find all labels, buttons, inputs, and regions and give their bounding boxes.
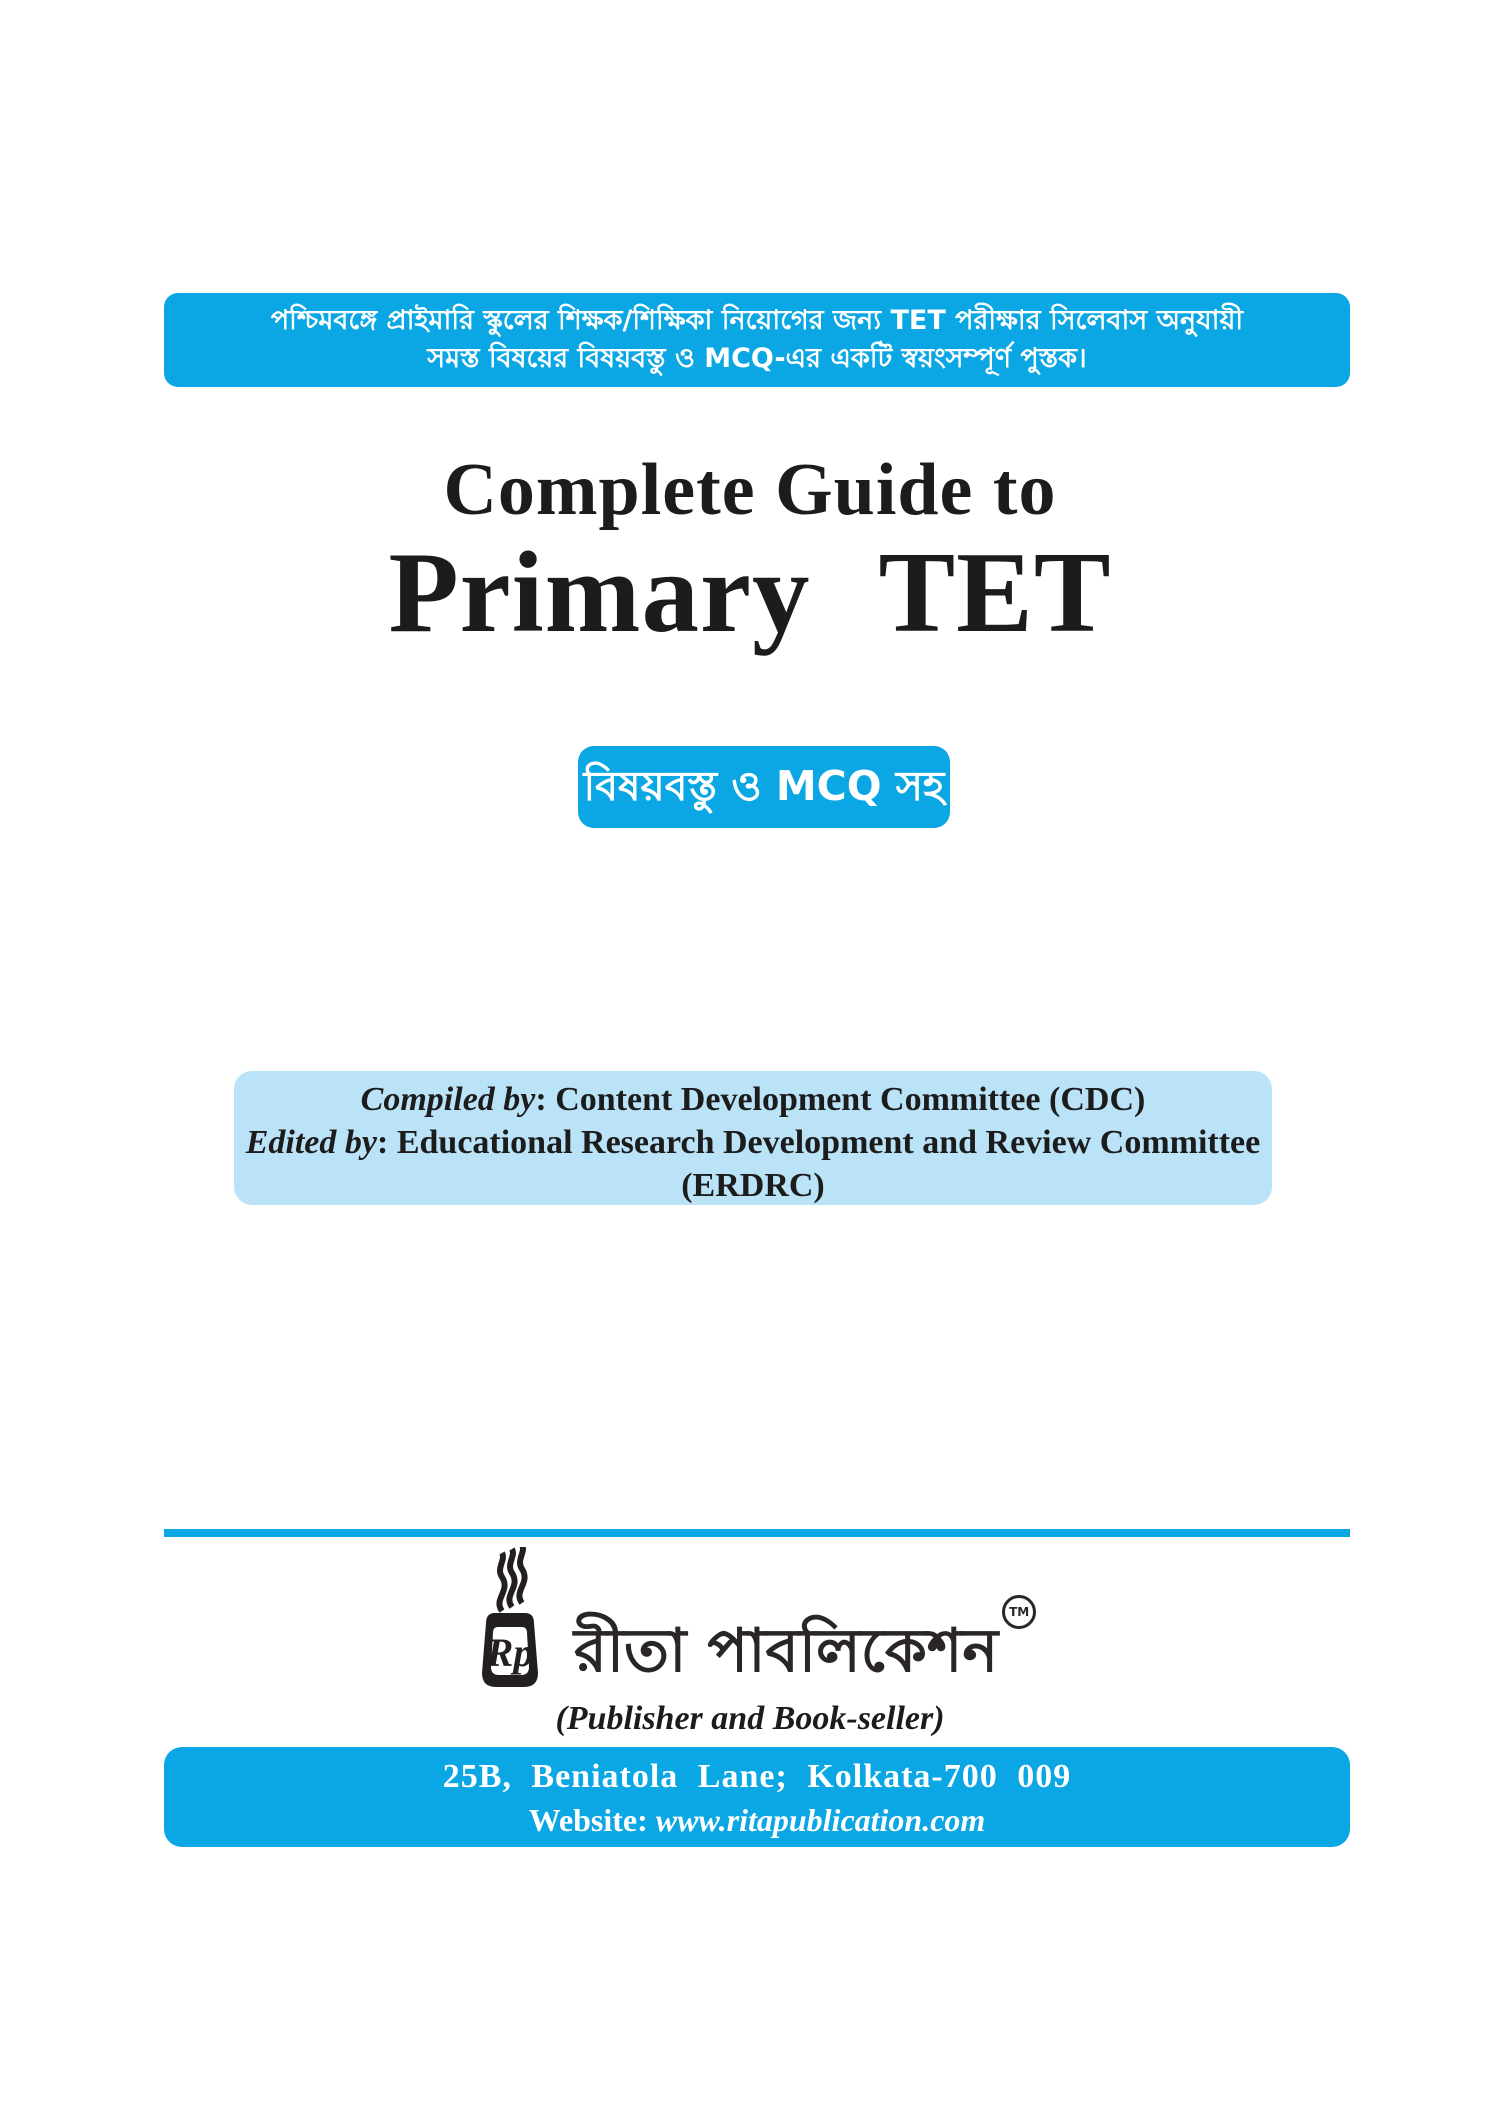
compiled-by-value: : Content Development Committee (CDC) [535, 1081, 1146, 1118]
website-url: www.ritapublication.com [655, 1802, 986, 1838]
website-line [164, 1799, 1350, 1841]
book-title-line1: Complete Guide to [443, 449, 1057, 531]
logo-monogram-text: Rp [486, 1630, 534, 1675]
publisher-name-text: রীতা পাবলিকেশন [573, 1616, 999, 1686]
edited-by-value: : Educational Research Development and Review Committee [377, 1124, 1261, 1161]
divider-rule [164, 1529, 1350, 1537]
credits-erdrc-line: (ERDRC) [681, 1167, 825, 1204]
compiled-by-label: Compiled by [360, 1081, 536, 1118]
content-mcq-badge: বিষয়বস্তু ও MCQ সহ [578, 746, 950, 828]
address-banner [164, 1747, 1350, 1847]
credits-edited-line [234, 1121, 1272, 1164]
credits-compiled-line [234, 1078, 1272, 1121]
trademark-badge: TM [1002, 1595, 1036, 1629]
ink-bottle-logo-icon [464, 1547, 556, 1695]
edited-by-label: Edited by [245, 1124, 377, 1161]
website-label: Website: [528, 1802, 656, 1838]
credits-panel [234, 1071, 1272, 1205]
publisher-tagline: (Publisher and Book-seller) [555, 1700, 945, 1737]
publisher-logo-block [0, 1545, 1500, 1695]
syllabus-banner-line2: সমস্ত বিষয়ের বিষয়বস্তু ও MCQ-এর একটি স্বয়ংসম্পূর্ণ পুস্তক। [427, 343, 1087, 374]
book-title-line2: Primary TET [388, 529, 1112, 656]
publisher-name-bengali [573, 1605, 1036, 1695]
syllabus-banner [164, 293, 1350, 387]
address-line: 25B, Beniatola Lane; Kolkata-700 009 [442, 1758, 1072, 1795]
syllabus-banner-line1: পশ্চিমবঙ্গে প্রাইমারি স্কুলের শিক্ষক/শিক্ষিকা নিয়োগের জন্য TET পরীক্ষার সিলেবাস অনুযায়ী [270, 305, 1244, 336]
